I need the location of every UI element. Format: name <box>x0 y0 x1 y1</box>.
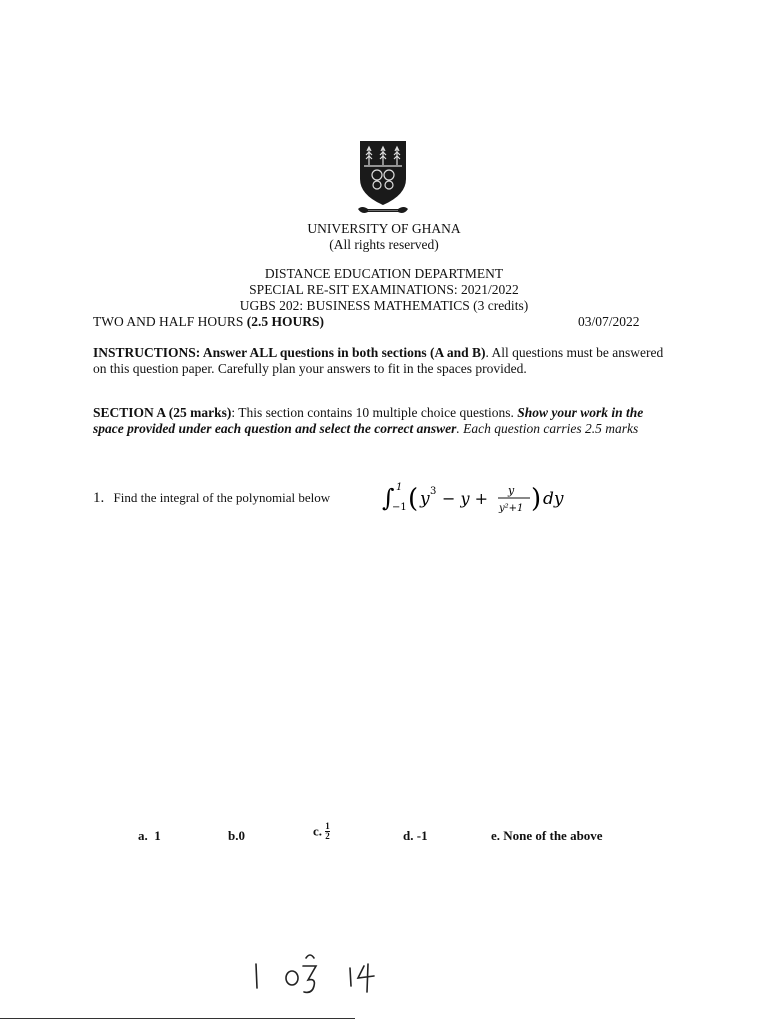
option-d-label: d. <box>403 828 414 843</box>
course-title: UGBS 202: BUSINESS MATHEMATICS (3 credits) <box>239 298 529 313</box>
exam-title: SPECIAL RE-SIT EXAMINATIONS: 2021/2022 <box>249 282 519 297</box>
term-y: y <box>420 489 430 509</box>
exam-date: 03/07/2022 <box>578 314 640 329</box>
duration-hours: (2.5 HOURS) <box>246 314 325 329</box>
instructions <box>93 345 673 377</box>
university-header <box>0 221 768 253</box>
university-crest-icon <box>354 135 412 217</box>
exponent-3: 3 <box>430 486 437 497</box>
bottom-rule <box>0 1018 355 1019</box>
option-e-label: e. <box>491 828 501 843</box>
option-a[interactable] <box>138 828 161 844</box>
option-c-denominator: 2 <box>325 831 330 841</box>
option-d-value: -1 <box>416 828 428 843</box>
integral-sign: ∫ <box>382 484 395 512</box>
left-paren: ( <box>408 484 419 514</box>
option-b-value: 0 <box>238 828 245 843</box>
section-a-text: : This section contains 10 multiple choice questions. <box>231 405 518 420</box>
instructions-rest: . All questions must be answered on this question paper. Carefully plan your answers to fit in the spaces provided. <box>93 345 664 376</box>
option-a-label: a. <box>138 828 148 843</box>
question-text: Find the integral of the polynomial below <box>113 490 331 505</box>
option-c-label: c. <box>313 823 323 839</box>
duration-text: TWO AND HALF HOURS <box>93 314 244 329</box>
fraction-denominator: y²+1 <box>499 503 524 514</box>
question-number: 1. <box>93 490 105 506</box>
section-a-title: SECTION A (25 marks) <box>93 405 232 420</box>
option-e-value: None of the above <box>503 828 603 843</box>
handwritten-page-number <box>250 948 410 996</box>
integral-lower-limit: −1 <box>392 502 407 513</box>
university-name: UNIVERSITY OF GHANA <box>307 221 461 236</box>
option-d[interactable] <box>403 828 428 844</box>
option-c-numerator: 1 <box>325 821 330 831</box>
option-a-value: 1 <box>154 828 161 843</box>
question-1-prompt <box>93 490 330 507</box>
fraction-numerator: y <box>508 484 515 497</box>
section-a-emphasis: Show your work in the space provided under each question and select the correct answer <box>93 405 644 436</box>
section-a-marks: . Each question carries 2.5 marks <box>456 421 639 436</box>
department-name: DISTANCE EDUCATION DEPARTMENT <box>264 266 504 281</box>
integral-upper-limit: 1 <box>396 482 403 493</box>
option-b[interactable] <box>228 828 245 844</box>
rights-note: (All rights reserved) <box>329 237 439 252</box>
exam-duration <box>93 314 324 330</box>
instructions-bold: INSTRUCTIONS: Answer ALL questions in both sections (A and B) <box>93 345 486 360</box>
option-c[interactable] <box>313 822 330 841</box>
integral-formula <box>380 478 580 520</box>
differential-dy: dy <box>543 489 564 509</box>
term-minus-y-plus: − y + <box>442 489 489 508</box>
exam-header <box>0 266 768 314</box>
option-b-label: b. <box>228 828 239 843</box>
section-a-intro <box>93 405 673 437</box>
option-e[interactable] <box>491 828 603 844</box>
right-paren: ) <box>531 484 542 514</box>
